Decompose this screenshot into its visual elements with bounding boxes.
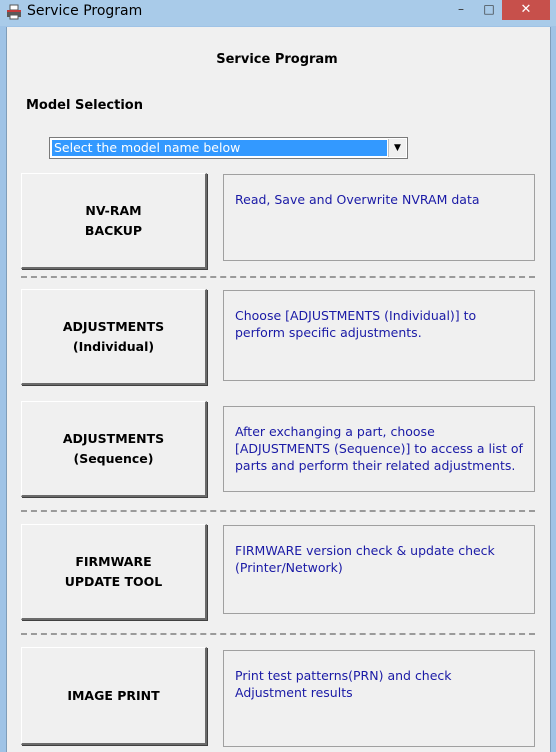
firmware-line1: FIRMWARE [75, 553, 152, 569]
model-select-value: Select the model name below [52, 140, 387, 156]
title-bar[interactable] [0, 0, 556, 26]
nvram-button-line1: NV-RAM [85, 202, 142, 218]
page-title: Service Program [216, 52, 338, 67]
image-print-label: IMAGE PRINT [67, 687, 160, 703]
firmware-update-tool-button[interactable] [21, 524, 207, 620]
firmware-description: FIRMWARE version check & update check (Printer/Network) [223, 525, 535, 614]
client-area [6, 27, 551, 752]
section-divider [21, 276, 535, 278]
adjustments-individual-description: Choose [ADJUSTMENTS (Individual)] to perform specific adjustments. [223, 290, 535, 381]
model-select-dropdown[interactable] [49, 137, 408, 159]
printer-icon [6, 4, 22, 20]
nvram-description: Read, Save and Overwrite NVRAM data [223, 174, 535, 261]
adjustments-sequence-button[interactable] [21, 401, 207, 497]
adj-sequence-line1: ADJUSTMENTS [62, 430, 165, 446]
model-selection-label: Model Selection [26, 98, 143, 113]
adj-individual-line1: ADJUSTMENTS [62, 318, 165, 334]
window-title: Service Program [27, 3, 143, 19]
firmware-line2: UPDATE TOOL [64, 573, 163, 589]
chevron-down-icon[interactable]: ▼ [388, 139, 406, 157]
close-button[interactable]: ✕ [502, 0, 550, 20]
nvram-backup-button[interactable] [21, 173, 207, 269]
section-divider [21, 633, 535, 635]
adjustments-sequence-description: After exchanging a part, choose [ADJUSTMENTS (Sequence)] to access a list of parts and perform their related adjustments. [223, 406, 535, 492]
adj-individual-line2: (Individual) [72, 338, 155, 354]
image-print-button[interactable] [21, 647, 207, 745]
adjustments-individual-button[interactable] [21, 289, 207, 385]
maximize-button[interactable]: □ [483, 2, 495, 16]
section-divider [21, 510, 535, 512]
adj-sequence-line2: (Sequence) [73, 450, 154, 466]
minimize-button[interactable]: – [458, 2, 464, 16]
nvram-button-line2: BACKUP [84, 222, 143, 238]
image-print-description: Print test patterns(PRN) and check Adjustment results [223, 650, 535, 747]
